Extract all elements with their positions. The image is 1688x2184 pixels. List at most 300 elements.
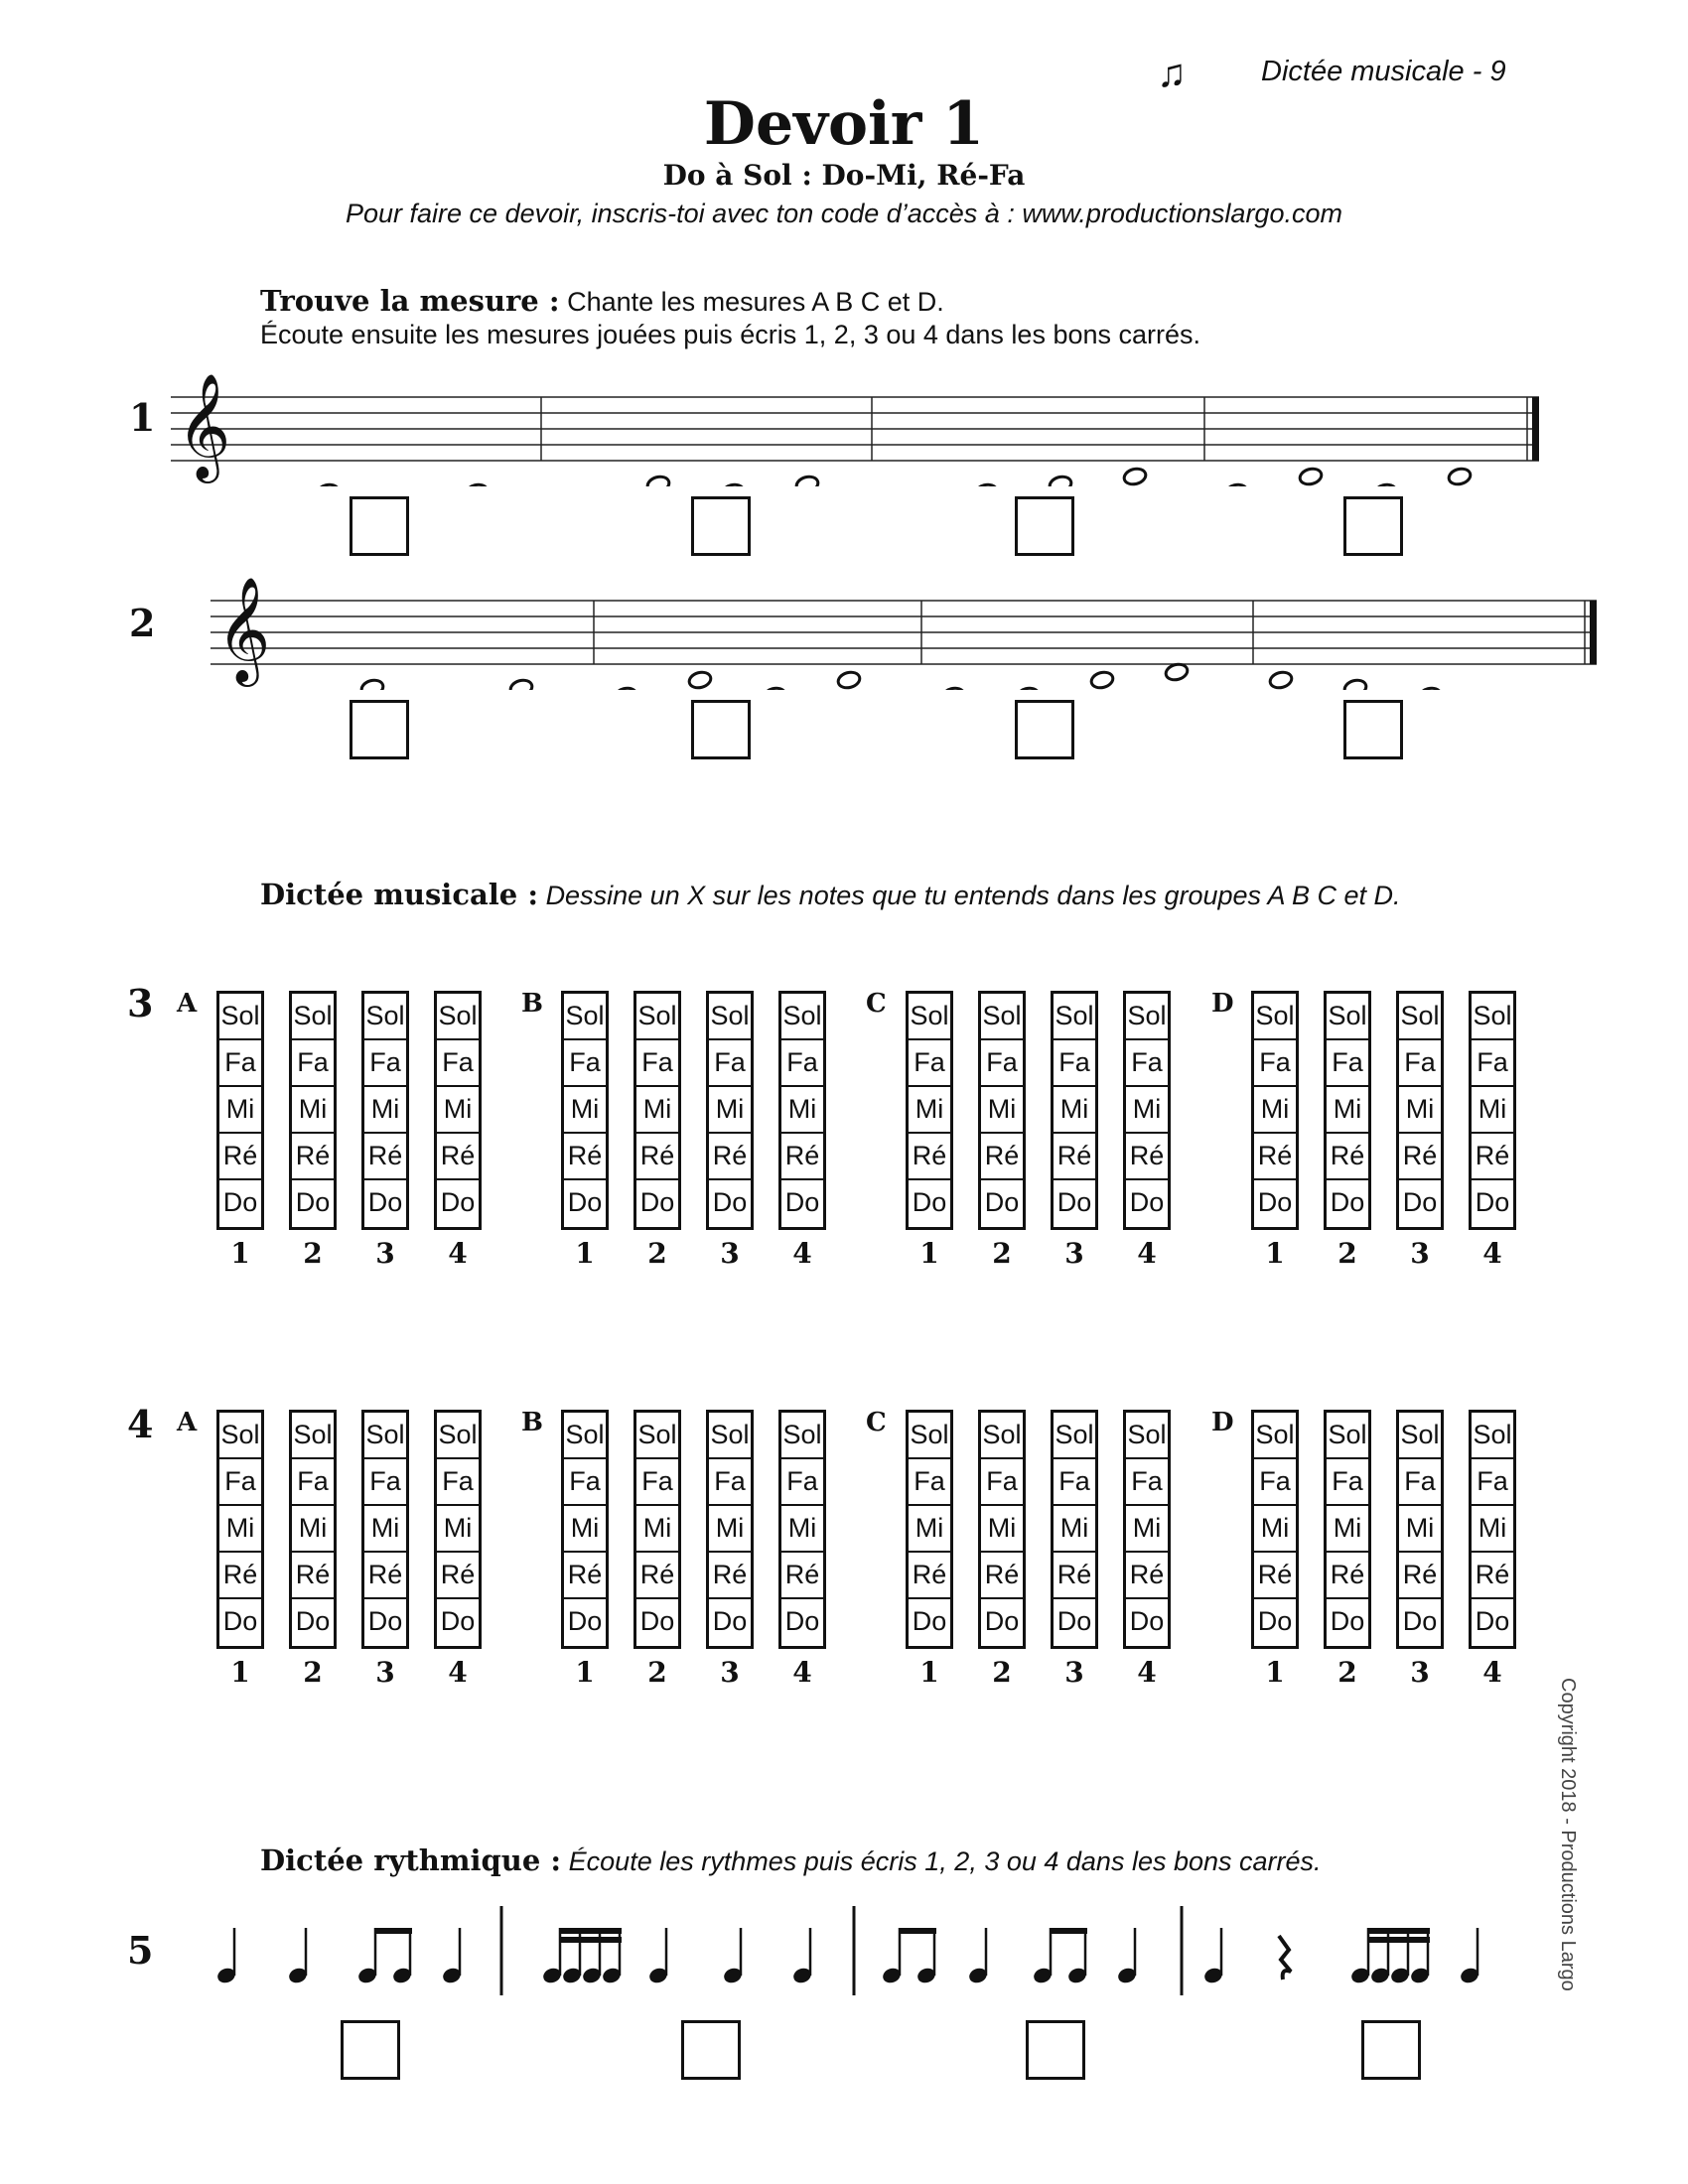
note-cell[interactable]: Do	[984, 1606, 1020, 1636]
note-column	[289, 1410, 337, 1649]
answer-box[interactable]	[350, 700, 409, 759]
note-cell[interactable]: Sol	[1126, 1413, 1168, 1459]
note-cell[interactable]: Fa	[636, 1040, 678, 1087]
note-cell[interactable]: Fa	[1126, 1040, 1168, 1087]
note-cell[interactable]: Sol	[1399, 1413, 1441, 1459]
note-cell[interactable]: Fa	[1054, 1040, 1095, 1087]
note-cell[interactable]: Do	[984, 1187, 1020, 1217]
note-cell[interactable]: Mi	[781, 1087, 823, 1134]
whole-note	[1122, 467, 1147, 486]
treble-clef-icon: 𝄞	[177, 372, 231, 478]
answer-box[interactable]	[341, 2020, 400, 2080]
note-cell[interactable]: Do	[1475, 1606, 1510, 1636]
column-number: 2	[1337, 1656, 1357, 1689]
note-cell[interactable]: Do	[1475, 1187, 1510, 1217]
answer-box[interactable]	[1343, 496, 1403, 556]
note-cell[interactable]: Do	[295, 1187, 331, 1217]
whole-note	[1342, 678, 1367, 690]
note-cell[interactable]: Mi	[1327, 1506, 1368, 1553]
whole-note	[1223, 482, 1248, 486]
note-cell[interactable]: Mi	[781, 1506, 823, 1553]
note-cell[interactable]: Ré	[636, 1134, 678, 1180]
note-cell[interactable]: Sol	[709, 994, 751, 1040]
note-cell[interactable]: Sol	[564, 1413, 606, 1459]
note-cell[interactable]: Do	[639, 1187, 675, 1217]
note-cell[interactable]: Ré	[292, 1134, 334, 1180]
note-cell[interactable]: Do	[712, 1606, 748, 1636]
note-column	[706, 991, 754, 1230]
answer-box[interactable]	[1015, 496, 1074, 556]
note-cell[interactable]: Ré	[1399, 1553, 1441, 1599]
note-cell[interactable]: Fa	[709, 1459, 751, 1506]
note-cell[interactable]: Do	[567, 1187, 603, 1217]
note-cell[interactable]: Mi	[1054, 1087, 1095, 1134]
note-cell[interactable]: Sol	[364, 994, 406, 1040]
note-cell[interactable]: Fa	[1254, 1459, 1296, 1506]
note-column	[561, 1410, 609, 1649]
note-cell[interactable]: Mi	[1472, 1087, 1513, 1134]
note-beam	[560, 1937, 622, 1943]
note-cell[interactable]: Mi	[1472, 1506, 1513, 1553]
answer-box[interactable]	[1026, 2020, 1085, 2080]
dictee-label: Dictée musicale :	[260, 878, 539, 911]
answer-box[interactable]	[681, 2020, 741, 2080]
rythme-label: Dictée rythmique :	[260, 1843, 562, 1877]
mesure-instruction-1	[260, 284, 944, 318]
note-cell[interactable]: Mi	[636, 1087, 678, 1134]
note-cell[interactable]: Do	[367, 1606, 403, 1636]
access-note: Pour faire ce devoir, inscris-toi avec ton code d’accès à : www.productionslargo.com	[346, 199, 1342, 228]
note-cell[interactable]: Mi	[364, 1087, 406, 1134]
note-cell[interactable]: Do	[567, 1606, 603, 1636]
note-cell[interactable]: Mi	[292, 1506, 334, 1553]
copyright: Copyright 2018 - Productions Largo	[1557, 1678, 1579, 1991]
column-number: 3	[720, 1656, 740, 1689]
group-letter: D	[1211, 989, 1234, 1019]
note-column	[1123, 991, 1171, 1230]
note-cell[interactable]: Ré	[437, 1553, 479, 1599]
note-cell[interactable]: Do	[1257, 1606, 1293, 1636]
answer-box[interactable]	[1343, 700, 1403, 759]
note-column	[434, 1410, 482, 1649]
note-cell[interactable]: Ré	[1399, 1134, 1441, 1180]
note-cell[interactable]: Sol	[1327, 994, 1368, 1040]
note-cell[interactable]: Fa	[1054, 1459, 1095, 1506]
note-cell[interactable]: Fa	[437, 1459, 479, 1506]
column-number: 2	[992, 1237, 1012, 1270]
note-cell[interactable]: Ré	[1472, 1134, 1513, 1180]
note-cell[interactable]: Fa	[909, 1459, 950, 1506]
note-cell[interactable]: Mi	[636, 1506, 678, 1553]
note-cell[interactable]: Fa	[219, 1459, 261, 1506]
note-cell[interactable]: Sol	[781, 994, 823, 1040]
note-cell[interactable]: Do	[440, 1187, 476, 1217]
page-subtitle: Do à Sol : Do-Mi, Ré-Fa	[662, 159, 1026, 192]
note-cell[interactable]: Fa	[292, 1459, 334, 1506]
note-cell[interactable]: Mi	[1054, 1506, 1095, 1553]
note-cell[interactable]: Fa	[437, 1040, 479, 1087]
mesure-instruction-2: Écoute ensuite les mesures jouées puis écris 1, 2, 3 ou 4 dans les bons carrés.	[260, 320, 1201, 349]
whole-note	[794, 475, 819, 486]
note-cell[interactable]: Ré	[364, 1134, 406, 1180]
column-number: 4	[1137, 1237, 1157, 1270]
note-cell[interactable]: Fa	[1126, 1459, 1168, 1506]
note-column	[706, 1410, 754, 1649]
answer-box[interactable]	[350, 496, 409, 556]
note-cell[interactable]: Sol	[1472, 994, 1513, 1040]
note-cell[interactable]: Fa	[292, 1040, 334, 1087]
note-cell[interactable]: Sol	[1254, 1413, 1296, 1459]
exercise-number: 5	[127, 1928, 154, 1973]
note-cell[interactable]: Fa	[1399, 1040, 1441, 1087]
note-cell[interactable]: Do	[912, 1606, 947, 1636]
note-cell[interactable]: Mi	[437, 1087, 479, 1134]
note-cell[interactable]: Ré	[709, 1134, 751, 1180]
note-beam	[1368, 1928, 1430, 1934]
note-cell[interactable]: Ré	[981, 1134, 1023, 1180]
note-column	[289, 991, 337, 1230]
note-cell[interactable]: Fa	[636, 1459, 678, 1506]
note-cell[interactable]: Mi	[709, 1506, 751, 1553]
group-letter: C	[866, 1408, 887, 1437]
note-cell[interactable]: Fa	[564, 1459, 606, 1506]
note-cell[interactable]: Ré	[981, 1553, 1023, 1599]
note-cell[interactable]: Ré	[909, 1553, 950, 1599]
note-cell[interactable]: Ré	[564, 1553, 606, 1599]
whole-note	[973, 482, 998, 486]
note-cell[interactable]: Ré	[1327, 1134, 1368, 1180]
note-cell[interactable]: Fa	[1399, 1459, 1441, 1506]
note-cell[interactable]: Ré	[1254, 1134, 1296, 1180]
mesure-label: Trouve la mesure :	[260, 284, 560, 318]
note-cell[interactable]: Do	[1330, 1606, 1365, 1636]
note-column	[978, 991, 1026, 1230]
whole-note	[1015, 686, 1040, 690]
note-column	[1324, 1410, 1371, 1649]
note-cell[interactable]: Ré	[219, 1134, 261, 1180]
note-cell[interactable]: Mi	[1254, 1506, 1296, 1553]
note-cell[interactable]: Mi	[1399, 1087, 1441, 1134]
note-column	[978, 1410, 1026, 1649]
note-cell[interactable]: Do	[1402, 1187, 1438, 1217]
note-cell[interactable]: Do	[1129, 1606, 1165, 1636]
note-cell[interactable]: Mi	[219, 1087, 261, 1134]
exercise-number: 3	[127, 981, 154, 1025]
whole-note	[1089, 670, 1114, 690]
music-staff	[0, 367, 1688, 486]
note-column	[906, 991, 953, 1230]
note-cell[interactable]: Do	[912, 1187, 947, 1217]
whole-note	[1447, 467, 1472, 486]
note-cell[interactable]: Do	[639, 1606, 675, 1636]
note-column	[1469, 1410, 1516, 1649]
column-number: 1	[575, 1656, 595, 1689]
note-cell[interactable]: Mi	[709, 1087, 751, 1134]
note-column	[906, 1410, 953, 1649]
note-cell[interactable]: Sol	[1472, 1413, 1513, 1459]
whole-note	[836, 670, 861, 690]
column-number: 2	[992, 1656, 1012, 1689]
note-cell[interactable]: Sol	[636, 1413, 678, 1459]
note-beam	[560, 1928, 622, 1934]
note-cell[interactable]: Do	[1129, 1187, 1165, 1217]
note-cell[interactable]: Ré	[437, 1134, 479, 1180]
note-cell[interactable]: Sol	[1327, 1413, 1368, 1459]
column-number: 2	[303, 1237, 323, 1270]
whole-note	[464, 482, 489, 486]
group-letter: B	[521, 1408, 543, 1437]
whole-note	[1164, 662, 1189, 682]
note-cell[interactable]: Sol	[292, 994, 334, 1040]
dictee-text: Dessine un X sur les notes que tu entends dans les groupes A B C et D.	[545, 881, 1401, 910]
group-letter: C	[866, 989, 887, 1019]
note-beam	[900, 1928, 936, 1934]
column-number: 4	[1482, 1237, 1502, 1270]
note-cell[interactable]: Sol	[219, 1413, 261, 1459]
column-number: 3	[1064, 1656, 1084, 1689]
note-column	[1123, 1410, 1171, 1649]
final-bar-thick	[1532, 397, 1539, 461]
note-cell[interactable]: Mi	[292, 1087, 334, 1134]
note-cell[interactable]: Sol	[292, 1413, 334, 1459]
note-beam	[1368, 1937, 1430, 1943]
note-cell[interactable]: Do	[1330, 1187, 1365, 1217]
column-number: 3	[375, 1237, 395, 1270]
note-cell[interactable]: Mi	[909, 1087, 950, 1134]
column-number: 3	[1410, 1237, 1430, 1270]
rhythm-line	[0, 1876, 1688, 2015]
quarter-rest-icon	[1279, 1936, 1291, 1979]
column-number: 4	[448, 1237, 468, 1270]
whole-note	[1298, 467, 1323, 486]
dictee-instruction	[260, 878, 1401, 911]
note-cell[interactable]: Sol	[1254, 994, 1296, 1040]
note-cell[interactable]: Sol	[781, 1413, 823, 1459]
note-cell[interactable]: Mi	[1126, 1087, 1168, 1134]
note-cell[interactable]: Ré	[364, 1553, 406, 1599]
note-cell[interactable]: Sol	[437, 994, 479, 1040]
column-number: 1	[230, 1237, 250, 1270]
column-number: 4	[448, 1656, 468, 1689]
note-cell[interactable]: Fa	[1472, 1459, 1513, 1506]
note-cell[interactable]: Sol	[364, 1413, 406, 1459]
note-cell[interactable]: Fa	[564, 1040, 606, 1087]
note-column	[1051, 1410, 1098, 1649]
note-cell[interactable]: Do	[367, 1187, 403, 1217]
column-number: 3	[1410, 1656, 1430, 1689]
answer-box[interactable]	[691, 700, 751, 759]
page-header: Dictée musicale - 9	[1261, 56, 1506, 87]
note-cell[interactable]: Ré	[909, 1134, 950, 1180]
rythme-text: Écoute les rythmes puis écris 1, 2, 3 ou 4 dans les bons carrés.	[568, 1846, 1322, 1876]
music-staff	[0, 571, 1688, 690]
note-cell[interactable]: Fa	[1472, 1040, 1513, 1087]
note-cell[interactable]: Sol	[636, 994, 678, 1040]
column-number: 4	[1137, 1656, 1157, 1689]
note-cell[interactable]: Ré	[1472, 1553, 1513, 1599]
column-number: 1	[230, 1656, 250, 1689]
note-cell[interactable]: Ré	[1254, 1553, 1296, 1599]
group-letter: A	[177, 1408, 198, 1437]
note-column	[1396, 991, 1444, 1230]
whole-note	[315, 482, 340, 486]
whole-note	[687, 670, 712, 690]
whole-note	[1417, 686, 1442, 690]
column-number: 1	[919, 1656, 939, 1689]
note-cell[interactable]: Ré	[219, 1553, 261, 1599]
column-number: 3	[375, 1656, 395, 1689]
music-note-icon: ♫	[1157, 52, 1187, 95]
note-cell[interactable]: Mi	[981, 1506, 1023, 1553]
note-cell[interactable]: Mi	[1399, 1506, 1441, 1553]
note-cell[interactable]: Mi	[1254, 1087, 1296, 1134]
note-cell[interactable]: Mi	[1327, 1087, 1368, 1134]
note-cell[interactable]: Mi	[981, 1087, 1023, 1134]
exercise-number: 2	[129, 601, 156, 645]
column-number: 2	[303, 1656, 323, 1689]
note-cell[interactable]: Do	[1056, 1187, 1092, 1217]
note-cell[interactable]: Do	[440, 1606, 476, 1636]
note-cell[interactable]: Ré	[781, 1553, 823, 1599]
column-number: 1	[1265, 1237, 1285, 1270]
note-cell[interactable]: Ré	[292, 1553, 334, 1599]
note-column	[778, 991, 826, 1230]
column-number: 1	[1265, 1656, 1285, 1689]
note-cell[interactable]: Do	[222, 1187, 258, 1217]
column-number: 2	[647, 1237, 667, 1270]
note-column	[1251, 1410, 1299, 1649]
note-cell[interactable]: Do	[1056, 1606, 1092, 1636]
mesure-text-1: Chante les mesures A B C et D.	[567, 287, 944, 317]
note-cell[interactable]: Fa	[219, 1040, 261, 1087]
column-number: 4	[1482, 1656, 1502, 1689]
note-cell[interactable]: Mi	[909, 1506, 950, 1553]
note-column	[633, 991, 681, 1230]
note-beam	[375, 1928, 412, 1934]
column-number: 1	[575, 1237, 595, 1270]
column-number: 4	[792, 1656, 812, 1689]
note-cell[interactable]: Ré	[781, 1134, 823, 1180]
note-cell[interactable]: Do	[712, 1187, 748, 1217]
answer-box[interactable]	[1015, 700, 1074, 759]
note-cell[interactable]: Mi	[219, 1506, 261, 1553]
note-cell[interactable]: Ré	[636, 1553, 678, 1599]
note-cell[interactable]: Fa	[364, 1040, 406, 1087]
note-cell[interactable]: Fa	[981, 1040, 1023, 1087]
note-cell[interactable]: Sol	[981, 994, 1023, 1040]
note-column	[361, 1410, 409, 1649]
column-number: 1	[919, 1237, 939, 1270]
whole-note	[613, 686, 637, 690]
note-cell[interactable]: Sol	[909, 1413, 950, 1459]
group-letter: A	[177, 989, 198, 1019]
note-cell[interactable]: Fa	[709, 1040, 751, 1087]
column-number: 3	[720, 1237, 740, 1270]
note-cell[interactable]: Ré	[1054, 1134, 1095, 1180]
note-cell[interactable]: Fa	[909, 1040, 950, 1087]
whole-note	[720, 482, 745, 486]
note-cell[interactable]: Ré	[709, 1553, 751, 1599]
note-column	[561, 991, 609, 1230]
note-cell[interactable]: Fa	[1327, 1459, 1368, 1506]
note-cell[interactable]: Fa	[1254, 1040, 1296, 1087]
note-cell[interactable]: Do	[784, 1606, 820, 1636]
note-column	[1396, 1410, 1444, 1649]
note-cell[interactable]: Sol	[1399, 994, 1441, 1040]
note-cell[interactable]: Fa	[781, 1459, 823, 1506]
note-cell[interactable]: Sol	[981, 1413, 1023, 1459]
note-column	[216, 1410, 264, 1649]
note-beam	[1051, 1928, 1087, 1934]
column-number: 4	[792, 1237, 812, 1270]
whole-note	[1372, 482, 1397, 486]
whole-note	[508, 678, 533, 690]
note-column	[633, 1410, 681, 1649]
whole-note	[1048, 475, 1072, 486]
note-column	[778, 1410, 826, 1649]
answer-box[interactable]	[691, 496, 751, 556]
exercise-number: 4	[127, 1402, 154, 1446]
note-column	[434, 991, 482, 1230]
note-cell[interactable]: Do	[295, 1606, 331, 1636]
note-cell[interactable]: Sol	[709, 1413, 751, 1459]
whole-note	[1268, 670, 1293, 690]
note-column	[1051, 991, 1098, 1230]
note-cell[interactable]: Do	[1257, 1187, 1293, 1217]
note-cell[interactable]: Sol	[1054, 994, 1095, 1040]
note-column	[216, 991, 264, 1230]
note-cell[interactable]: Sol	[219, 994, 261, 1040]
whole-note	[645, 475, 670, 486]
note-cell[interactable]: Mi	[564, 1087, 606, 1134]
note-cell[interactable]: Ré	[1126, 1134, 1168, 1180]
whole-note	[359, 678, 384, 690]
note-cell[interactable]: Do	[222, 1606, 258, 1636]
note-column	[1469, 991, 1516, 1230]
note-cell[interactable]: Sol	[1126, 994, 1168, 1040]
note-cell[interactable]: Fa	[364, 1459, 406, 1506]
note-column	[361, 991, 409, 1230]
note-cell[interactable]: Do	[1402, 1606, 1438, 1636]
note-cell[interactable]: Fa	[781, 1040, 823, 1087]
note-cell[interactable]: Ré	[1327, 1553, 1368, 1599]
note-cell[interactable]: Mi	[564, 1506, 606, 1553]
whole-note	[940, 686, 965, 690]
note-column	[1324, 991, 1371, 1230]
note-cell[interactable]: Mi	[437, 1506, 479, 1553]
page-title: Devoir 1	[703, 89, 985, 159]
note-cell[interactable]: Mi	[1126, 1506, 1168, 1553]
column-number: 2	[647, 1656, 667, 1689]
note-cell[interactable]: Sol	[437, 1413, 479, 1459]
note-cell[interactable]: Do	[784, 1187, 820, 1217]
note-cell[interactable]: Fa	[981, 1459, 1023, 1506]
note-cell[interactable]: Sol	[564, 994, 606, 1040]
group-letter: B	[521, 989, 543, 1019]
note-cell[interactable]: Ré	[564, 1134, 606, 1180]
answer-box[interactable]	[1361, 2020, 1421, 2080]
note-cell[interactable]: Sol	[1054, 1413, 1095, 1459]
exercise-number: 1	[129, 395, 156, 440]
note-column	[1251, 991, 1299, 1230]
rythme-instruction	[260, 1843, 1322, 1877]
group-letter: D	[1211, 1408, 1234, 1437]
note-cell[interactable]: Ré	[1054, 1553, 1095, 1599]
note-cell[interactable]: Ré	[1126, 1553, 1168, 1599]
note-cell[interactable]: Sol	[909, 994, 950, 1040]
note-cell[interactable]: Fa	[1327, 1040, 1368, 1087]
note-cell[interactable]: Mi	[364, 1506, 406, 1553]
